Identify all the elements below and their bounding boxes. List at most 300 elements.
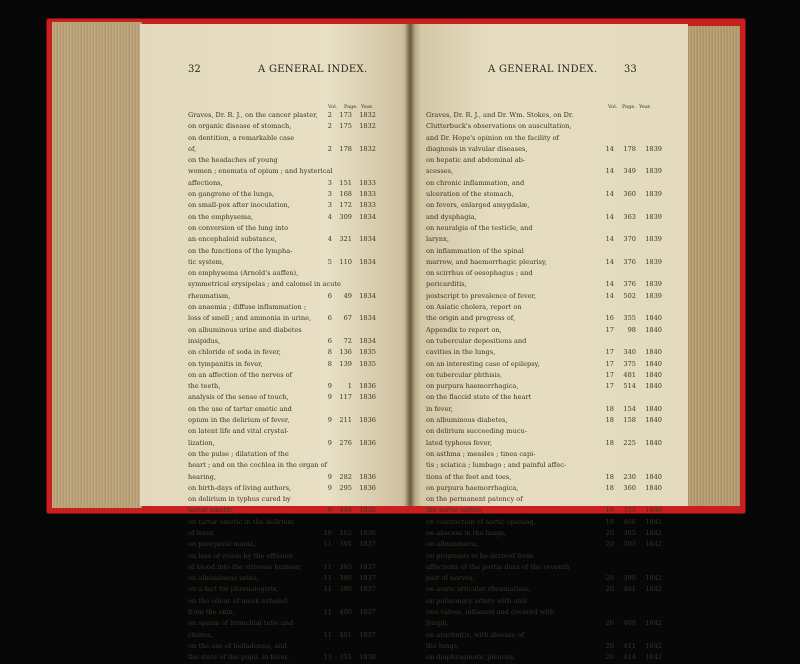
index-entry [188,189,388,200]
entry-page: 175 [339,122,352,131]
entry-text: on gangrene of the lungs, [188,190,274,199]
entry-text: on an interesting case of epilepsy, [426,359,540,368]
index-entry [188,528,388,539]
entry-text: the state of the pupil, in fever, [188,653,289,662]
entry-text: rheumatism, [188,291,231,300]
entry-text: and dysphagia, [426,212,477,221]
entry-vol: 9 [327,483,332,492]
right-page [410,24,688,662]
entry-year: 1837 [359,630,376,639]
entry-vol: 14 [605,212,614,221]
index-entry [426,449,664,460]
index-entry [188,223,388,234]
entry-vol: 14 [605,144,614,153]
entry-page: 360 [623,190,636,199]
index-entry [188,607,388,618]
index-entry [426,268,664,279]
entry-year: 1834 [359,212,376,221]
index-entry [188,415,388,426]
entry-page: 391 [339,540,352,549]
entry-year: 1840 [645,314,662,323]
entry-page: 340 [623,348,636,357]
entry-text: on the permanent patency of [426,495,523,504]
entry-year: 1833 [359,190,376,199]
index-entry [188,505,388,516]
index-entry [426,415,664,426]
entry-year: 1840 [645,359,662,368]
index-entry [426,200,664,211]
entry-text: on the use of tartar emetic and [188,404,292,413]
entry-page: 396 [339,574,352,583]
entry-text: pericarditis, [426,280,467,289]
index-entry [188,596,388,607]
entry-year: 1842 [645,540,662,549]
entry-text: pair of nerves, [426,574,475,583]
entry-text: on the odour of musk exhaled [188,596,288,605]
entry-text: symmetrical erysipelas ; and calomel in acute [188,280,341,289]
entry-text: Clutterbuck's observations on auscultation, [426,122,572,131]
entry-page: 393 [623,540,636,549]
index-entry [188,404,388,415]
entry-page: 98 [627,325,636,334]
entry-text: on birth-days of living authors, [188,483,292,492]
index-entry [426,223,664,234]
index-entry [426,584,664,595]
entry-text: insipidus, [188,336,221,345]
entry-year: 1840 [645,348,662,357]
entry-year: 1832 [359,111,376,119]
entry-text: on chronic inflammation, and [426,178,525,187]
entry-vol: 14 [605,280,614,289]
entry-vol: 9 [327,438,332,447]
entry-year: 1837 [359,562,376,571]
entry-text: on purpura haemorrhagica, [426,483,519,492]
entry-text: Graves, Dr. R. J., on the cancer plaster, [188,111,318,119]
page-number: 32 [188,64,201,75]
left-page-edges [52,22,142,508]
entry-year: 1842 [645,574,662,583]
index-entries [426,110,664,664]
index-entry [426,359,664,370]
entry-text: on contraction of aortic opening, [426,517,536,526]
entry-vol: 20 [605,619,614,628]
index-entry [188,268,388,279]
index-entry [426,325,664,336]
entry-text: marrow, and haemorrhagic pleurisy, [426,257,547,266]
entry-year: 1839 [645,167,662,176]
entry-text: on hepatic and abdominal ab- [426,156,526,165]
column-header-year: Year. [361,104,374,110]
entry-page: 168 [339,190,352,199]
entry-vol: 5 [327,257,332,266]
entry-page: 117 [339,393,352,402]
entry-text: on albuminuria, [426,540,479,549]
index-entry [426,460,664,471]
index-entry [188,652,388,663]
entry-vol: 11 [323,608,332,617]
index-entry [426,404,664,415]
entry-page: 351 [339,653,352,662]
entry-text: on abscess in the lungs, [426,528,506,537]
entry-page: 502 [623,291,636,300]
entry-year: 1836 [359,393,376,402]
entry-year: 1837 [359,574,376,583]
entry-vol: 3 [327,201,332,210]
index-entry [426,133,664,144]
entry-vol: 14 [605,257,614,266]
index-entry [188,121,388,132]
entry-year: 1836 [359,528,376,537]
entry-text: ulceration of the stomach, [426,190,514,199]
entry-text: on the pulse ; dilatation of the [188,449,289,458]
entry-vol: 4 [327,212,332,221]
entry-page: 353 [623,506,636,515]
index-entry [188,178,388,189]
entry-text: scesses, [426,167,454,176]
index-entry [426,144,664,155]
entry-year: 1836 [359,483,376,492]
index-entry [188,291,388,302]
index-entry [188,483,388,494]
entry-page: 376 [623,257,636,266]
entry-text: on acute articular rheumatism, [426,585,531,594]
entry-vol: 16 [605,314,614,323]
index-entry [426,618,664,629]
entry-page: 309 [339,212,352,221]
entry-page: 67 [343,314,352,323]
index-entry [426,607,664,618]
entry-page: 401 [339,630,352,639]
entry-text: on pulmonary artery with only [426,596,528,605]
index-entry [188,618,388,629]
entry-vol: 11 [323,585,332,594]
entry-vol: 6 [327,291,332,300]
entry-year: 1842 [645,619,662,628]
index-entry [426,110,664,121]
index-entry [426,438,664,449]
entry-page: 399 [623,574,636,583]
index-entry [426,652,664,663]
entry-year: 1840 [645,325,662,334]
entry-year: 1840 [645,404,662,413]
index-entry [188,438,388,449]
entry-vol: 20 [605,653,614,662]
entry-text: on inflammation of the spinal [426,246,524,255]
entry-year: 1834 [359,257,376,266]
entry-year: 1842 [645,653,662,662]
entry-text: and Dr. Hope's opinion on the facility of [426,133,559,142]
entry-text: two valves, inflamed and covered with [426,608,555,617]
index-entry [426,313,664,324]
entry-text: on the emphysema, [188,212,254,221]
entry-text: on albuminous urine, [188,574,259,583]
entry-page: 396 [339,585,352,594]
index-entry [188,573,388,584]
entry-year: 1833 [359,178,376,187]
entry-text: the teeth, [188,382,221,391]
entry-vol: 2 [327,144,332,153]
entry-vol: 18 [605,483,614,492]
right-page-edges [686,26,740,506]
entry-text: on anaemia ; diffuse inflammation ; [188,303,307,312]
entry-year: 1834 [359,336,376,345]
entry-vol: 17 [605,382,614,391]
entry-vol: 19 [605,517,614,526]
running-head: A GENERAL INDEX. [258,64,368,75]
entry-text: lization, [188,438,215,447]
entry-page: 481 [623,370,636,379]
entry-page: 375 [623,359,636,368]
index-entry [426,347,664,358]
entry-year: 1833 [359,201,376,210]
entry-year: 1838 [359,653,376,662]
entry-vol: 11 [323,540,332,549]
entry-page: 172 [339,201,352,210]
index-entry [188,494,388,505]
column-header-page: Page. [344,104,358,110]
entry-year: 1834 [359,291,376,300]
entry-text: on the headaches of young [188,156,278,165]
index-entry [188,551,388,562]
entry-year: 1839 [645,291,662,300]
entry-text: on loss of vision by the effusion [188,551,293,560]
index-entry [426,302,664,313]
index-entry [426,212,664,223]
entry-vol: 14 [605,190,614,199]
entry-text: the origin and progress of, [426,314,516,323]
index-entry [188,325,388,336]
entry-page: 365 [623,528,636,537]
index-entry [426,246,664,257]
entry-text: postscript to prevalence of fever, [426,291,537,300]
entry-text: tic system, [188,257,224,266]
entry-page: 178 [339,144,352,153]
entry-text: analysis of the sense of touch, [188,393,289,402]
entry-text: on delirium succeeding mucu- [426,427,527,436]
column-header-year: Year. [639,104,652,110]
page-number: 33 [624,64,637,75]
index-entry [426,517,664,528]
entry-vol: 18 [605,416,614,425]
entry-text: on an affection of the nerves of [188,370,293,379]
entry-year: 1842 [645,585,662,594]
index-entry [426,472,664,483]
index-entry [426,573,664,584]
entry-vol: 17 [605,348,614,357]
index-entry [188,381,388,392]
entry-vol: 6 [327,336,332,345]
entry-page: 151 [339,178,352,187]
entry-page: 409 [623,619,636,628]
entry-text: Appendix to report on, [426,325,502,334]
index-entry [426,392,664,403]
entry-text: the aortic valves, [426,506,484,515]
entry-text: on Asiatic cholera, report on [426,303,522,312]
column-header-vol: Vol. [328,104,338,110]
index-entry [426,336,664,347]
index-entry [188,392,388,403]
entry-text: tis ; sciatica ; lumbago ; and painful affec- [426,461,567,470]
index-entry [188,336,388,347]
index-entry [188,133,388,144]
entry-year: 1835 [359,348,376,357]
entry-text: affections of the portia dura of the seventh [426,562,570,571]
column-header-page: Page. [622,104,636,110]
entry-vol: 8 [327,359,332,368]
entry-year: 1840 [645,370,662,379]
entry-text: on diaphragmatic pleurisy, [426,653,516,662]
index-entry [188,370,388,381]
entry-page: 211 [339,416,352,425]
entry-text: hearing, [188,472,216,481]
entry-text: on dentition, a remarkable case [188,133,295,142]
index-entry [188,234,388,245]
index-entry [426,381,664,392]
entry-text: on spasm of bronchial tube and [188,619,294,628]
entry-vol: 6 [327,314,332,323]
entry-text: the lungs, [426,641,460,650]
index-entry [426,551,664,562]
entry-text: on delirium in typhus cured by [188,495,291,504]
index-entry [426,562,664,573]
entry-year: 1840 [645,438,662,447]
entry-text: heart ; and on the cochlea in the organ of [188,461,328,470]
entry-text: on scirrhus of oesophagus ; and [426,269,533,278]
entry-vol: 9 [327,416,332,425]
index-entry [188,166,388,177]
entry-year: 1837 [359,585,376,594]
entry-vol: 2 [327,122,332,131]
entry-page: 449 [339,506,352,515]
entry-year: 1839 [645,144,662,153]
entry-page: 230 [623,472,636,481]
entry-year: 1836 [359,472,376,481]
entry-text: on albuminous urine and diabetes [188,325,302,334]
entry-year: 1841 [645,517,662,526]
entry-vol: 11 [323,630,332,639]
entry-year: 1836 [359,438,376,447]
index-entry [426,630,664,641]
entry-vol: 18 [605,438,614,447]
entry-year: 1834 [359,235,376,244]
entry-year: 1832 [359,122,376,131]
entry-vol: 20 [605,574,614,583]
entry-text: lymph, [426,619,449,628]
entry-text: on conversion of the lung into [188,223,289,232]
index-entry [426,166,664,177]
index-entry [188,539,388,550]
entry-vol: 3 [327,190,332,199]
entry-page: 295 [339,483,352,492]
entry-text: on latent life and vital crystal- [188,427,289,436]
column-header-vol: Vol. [608,104,618,110]
entry-vol: 18 [605,506,614,515]
index-entry [426,189,664,200]
entry-page: 363 [623,212,636,221]
entry-page: 414 [623,653,636,662]
entry-vol: 11 [323,562,332,571]
index-entry [188,630,388,641]
index-entry [426,234,664,245]
entry-vol: 20 [605,528,614,537]
entry-year: 1840 [645,483,662,492]
index-entry [188,200,388,211]
entry-page: 49 [343,291,352,300]
entry-page: 173 [339,111,352,119]
index-entry [188,212,388,223]
entry-vol: 3 [327,178,332,187]
entry-text: on small-pox after inoculation, [188,201,290,210]
index-entry [188,562,388,573]
index-entry [188,517,388,528]
entry-page: 393 [339,562,352,571]
index-entry [188,246,388,257]
entry-vol: 11 [323,574,332,583]
entry-text: women ; enemata of opium ; and hysterical [188,167,333,176]
entry-year: 1837 [359,540,376,549]
index-entry [188,110,388,121]
index-entry [188,302,388,313]
index-entry [426,641,664,652]
index-entry [426,505,664,516]
entry-text: on tympanitis in fever, [188,359,263,368]
entry-vol: 20 [605,585,614,594]
entry-year: 1836 [359,506,376,515]
entry-text: on neuralgia of the testicle, and [426,223,533,232]
index-entry [188,313,388,324]
entry-page: 321 [339,235,352,244]
entry-page: 355 [623,314,636,323]
entry-text: on arachnitis, with disease of [426,630,525,639]
entry-text: opium in the delirium of fever, [188,416,290,425]
entry-year: 1839 [645,280,662,289]
entry-page: 411 [623,641,636,650]
index-entry [426,370,664,381]
entry-vol: 13 [323,653,332,662]
index-entry [188,472,388,483]
entry-vol: 20 [605,540,614,549]
entry-vol: 2 [327,111,332,119]
entry-text: on tubercular depositions and [426,336,527,345]
entry-text: on purpura haemorrhagica, [426,382,519,391]
entry-page: 466 [623,517,636,526]
entry-year: 1836 [359,382,376,391]
entry-year: 1839 [645,257,662,266]
entry-page: 225 [623,438,636,447]
entry-text: on asthma ; measles ; tinea capi- [426,449,536,458]
entry-vol: 18 [605,404,614,413]
entry-text: from the skin, [188,608,235,617]
index-entry [426,291,664,302]
index-entry [426,539,664,550]
entry-year: 1834 [359,314,376,323]
entry-page: 349 [623,167,636,176]
entry-year: 1835 [359,359,376,368]
entry-vol: 9 [327,472,332,481]
entry-vol: 17 [605,370,614,379]
index-entry [426,279,664,290]
index-entry [426,155,664,166]
entry-vol: 9 [327,393,332,402]
entry-vol: 9 [327,506,332,515]
entry-text: on organic disease of stomach, [188,122,292,131]
index-entry [426,483,664,494]
entry-vol: 14 [605,235,614,244]
entry-year: 1839 [645,235,662,244]
entry-page: 139 [339,359,352,368]
entry-text: of, [188,144,197,153]
entry-text: on emphysema (Arnold's auffen), [188,269,299,278]
